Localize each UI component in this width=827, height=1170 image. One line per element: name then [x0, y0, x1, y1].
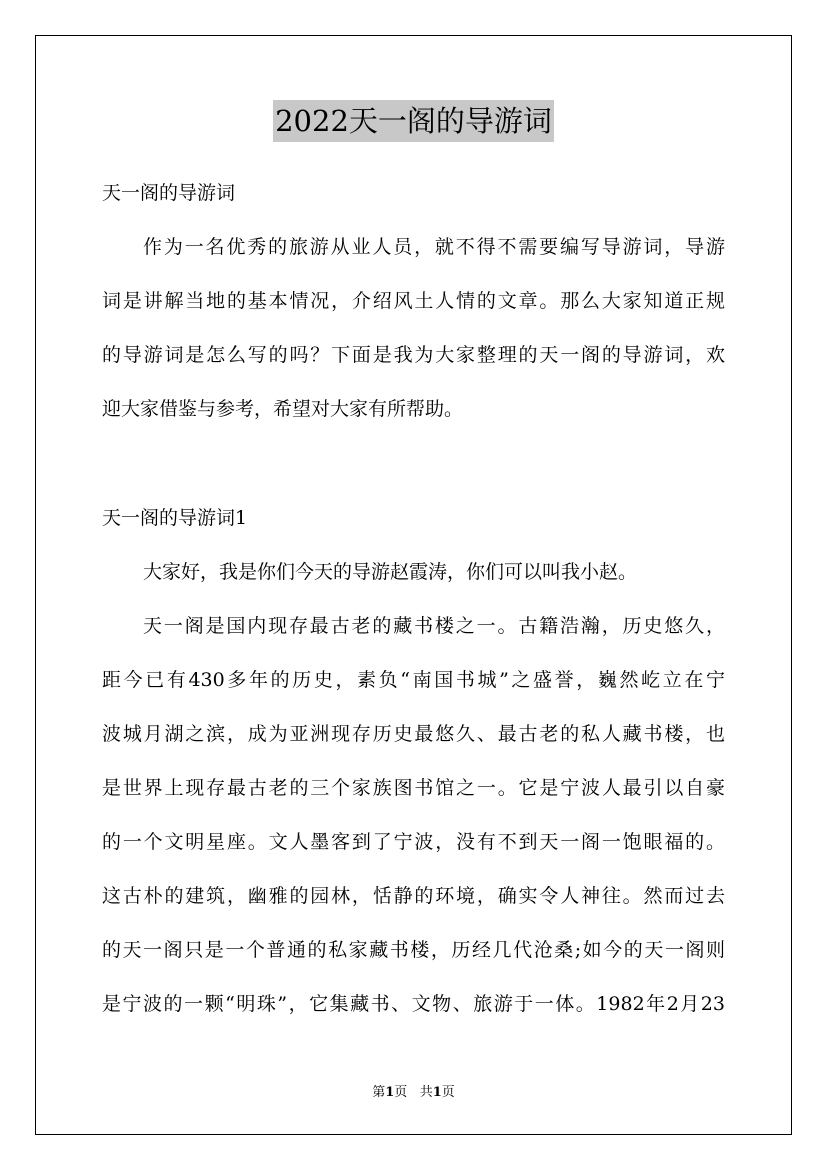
paragraph-line: 距今已有430多年的历史，素负“南国书城”之盛誉，巍然屹立在宁 [102, 669, 725, 691]
footer-page-number: 1 [385, 1085, 395, 1100]
paragraph-line: 大家好，我是你们今天的导游赵霞涛，你们可以叫我小赵。 [143, 561, 638, 583]
footer-total-suffix: 页 [441, 1085, 455, 1100]
paragraph-line: 波城月湖之滨，成为亚洲现存历史最悠久、最古老的私人藏书楼，也 [102, 723, 725, 745]
footer-page-prefix: 第 [372, 1085, 386, 1100]
paragraph-line: 的一个文明星座。文人墨客到了宁波，没有不到天一阁一饱眼福的。 [102, 831, 725, 853]
title-container [0, 100, 827, 142]
paragraph-line: 是宁波的一颗“明珠”，它集藏书、文物、旅游于一体。1982年2月23 [102, 993, 725, 1015]
footer-total-prefix: 共 [419, 1085, 433, 1100]
section-heading: 天一阁的导游词 [102, 182, 236, 204]
document-title: 2022天一阁的导游词 [273, 100, 554, 142]
paragraph-line: 是世界上现存最古老的三个家族图书馆之一。它是宁波人最引以自豪 [102, 777, 725, 799]
paragraph-line: 天一阁是国内现存最古老的藏书楼之一。古籍浩瀚，历史悠久， [143, 615, 725, 637]
section-heading: 天一阁的导游词1 [102, 507, 248, 529]
paragraph-line: 词是讲解当地的基本情况，介绍风土人情的文章。那么大家知道正规 [102, 290, 725, 312]
footer-page-suffix: 页 [394, 1085, 408, 1100]
paragraph-line: 的导游词是怎么写的吗？下面是我为大家整理的天一阁的导游词，欢 [102, 344, 725, 366]
footer-total-pages: 1 [432, 1085, 442, 1100]
paragraph-line: 这古朴的建筑，幽雅的园林，恬静的环境，确实令人神往。然而过去 [102, 885, 725, 907]
paragraph-line: 作为一名优秀的旅游从业人员，就不得不需要编写导游词，导游 [143, 236, 725, 258]
page-footer [0, 1084, 827, 1102]
paragraph-line: 的天一阁只是一个普通的私家藏书楼，历经几代沧桑;如今的天一阁则 [102, 939, 725, 961]
paragraph-line: 迎大家借鉴与参考，希望对大家有所帮助。 [102, 398, 464, 420]
